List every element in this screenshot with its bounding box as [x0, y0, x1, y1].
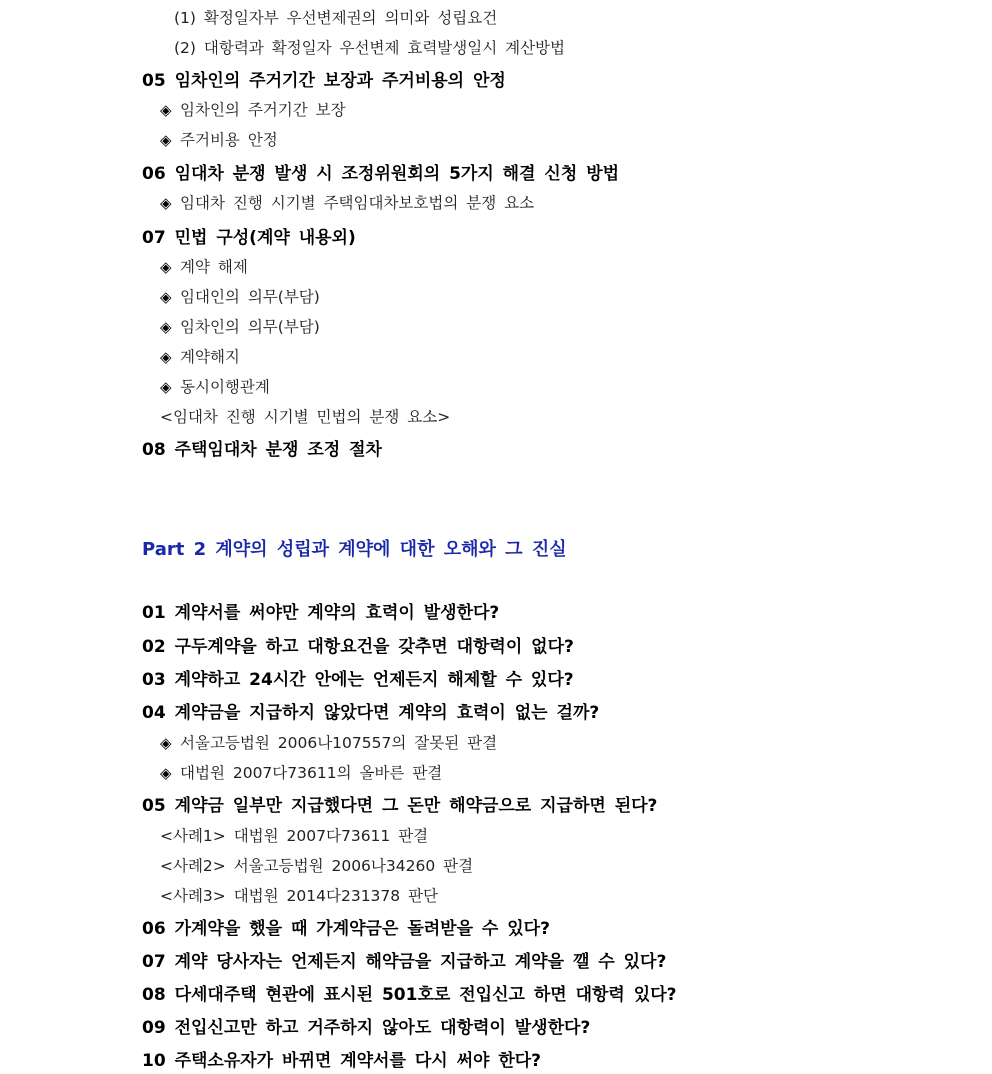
chapter-heading [142, 223, 356, 248]
line-text: 02 구두계약을 하고 대항요건을 갖추면 대항력이 없다? [142, 637, 574, 657]
bullet-item [160, 255, 248, 277]
bullet-item [160, 191, 534, 213]
chapter-heading [142, 791, 657, 816]
bullet-item [160, 285, 320, 307]
part-heading [142, 535, 567, 561]
note-item [160, 405, 450, 427]
bullet-item [160, 375, 270, 397]
line-text: 08 다세대주택 현관에 표시된 501호로 전입신고 하면 대항력 있다? [142, 985, 677, 1005]
chapter-heading [142, 665, 574, 690]
line-text: 07 민법 구성(계약 내용외) [142, 228, 356, 248]
note-item [160, 824, 428, 846]
chapter-heading [142, 435, 382, 460]
diamond-bullet-icon: ◈ [160, 734, 172, 752]
line-text: 06 가계약을 했을 때 가계약금은 돌려받을 수 있다? [142, 919, 550, 939]
line-text: 04 계약금을 지급하지 않았다면 계약의 효력이 없는 걸까? [142, 703, 600, 723]
note-item [160, 884, 438, 906]
line-text: (1) 확정일자부 우선변제권의 의미와 성립요건 [174, 9, 498, 27]
line-text: (2) 대항력과 확정일자 우선변제 효력발생일시 계산방법 [174, 39, 565, 57]
line-text: <임대차 진행 시기별 민법의 분쟁 요소> [160, 408, 451, 426]
line-text: 07 계약 당사자는 언제든지 해약금을 지급하고 계약을 깰 수 있다? [142, 952, 667, 972]
line-text: 06 임대차 분쟁 발생 시 조정위원회의 5가지 해결 신청 방법 [142, 164, 620, 184]
line-text: 주거비용 안정 [180, 131, 278, 149]
line-text: 동시이행관계 [180, 378, 270, 396]
line-text: 임차인의 의무(부담) [180, 318, 320, 336]
line-text: 임대차 진행 시기별 주택임대차보호법의 분쟁 요소 [180, 194, 535, 212]
chapter-heading [142, 947, 666, 972]
chapter-heading [142, 1013, 590, 1038]
line-text: 대법원 2007다73611의 올바른 판결 [180, 764, 443, 782]
chapter-heading [142, 1046, 541, 1071]
chapter-heading [142, 980, 676, 1005]
diamond-bullet-icon: ◈ [160, 348, 172, 366]
chapter-heading [142, 66, 506, 91]
line-text: 09 전입신고만 하고 거주하지 않아도 대항력이 발생한다? [142, 1018, 591, 1038]
chapter-heading [142, 159, 619, 184]
line-text: Part 2 계약의 성립과 계약에 대한 오해와 그 진실 [142, 539, 567, 560]
line-text: 03 계약하고 24시간 안에는 언제든지 해제할 수 있다? [142, 670, 574, 690]
diamond-bullet-icon: ◈ [160, 101, 172, 119]
note-item [160, 854, 473, 876]
bullet-item [160, 731, 497, 753]
diamond-bullet-icon: ◈ [160, 258, 172, 276]
diamond-bullet-icon: ◈ [160, 764, 172, 782]
bullet-item [160, 761, 442, 783]
bullet-item [160, 98, 346, 120]
bullet-item [160, 315, 320, 337]
subsection-item [174, 36, 565, 58]
diamond-bullet-icon: ◈ [160, 378, 172, 396]
line-text: <사례1> 대법원 2007다73611 판결 [160, 827, 429, 845]
line-text: 10 주택소유자가 바뀌면 계약서를 다시 써야 한다? [142, 1051, 542, 1071]
chapter-heading [142, 632, 574, 657]
diamond-bullet-icon: ◈ [160, 131, 172, 149]
diamond-bullet-icon: ◈ [160, 318, 172, 336]
line-text: 계약해지 [180, 348, 240, 366]
line-text: 01 계약서를 써야만 계약의 효력이 발생한다? [142, 603, 500, 623]
line-text: 05 임차인의 주거기간 보장과 주거비용의 안정 [142, 71, 506, 91]
chapter-heading [142, 698, 599, 723]
line-text: <사례3> 대법원 2014다231378 판단 [160, 887, 439, 905]
bullet-item [160, 128, 278, 150]
line-text: 서울고등법원 2006나107557의 잘못된 판결 [180, 734, 498, 752]
line-text: 임대인의 의무(부담) [180, 288, 320, 306]
diamond-bullet-icon: ◈ [160, 288, 172, 306]
line-text: 08 주택임대차 분쟁 조정 절차 [142, 440, 382, 460]
diamond-bullet-icon: ◈ [160, 194, 172, 212]
chapter-heading [142, 914, 550, 939]
line-text: 계약 해제 [180, 258, 248, 276]
line-text: 임차인의 주거기간 보장 [180, 101, 346, 119]
line-text: 05 계약금 일부만 지급했다면 그 돈만 해약금으로 지급하면 된다? [142, 796, 658, 816]
chapter-heading [142, 598, 499, 623]
bullet-item [160, 345, 240, 367]
subsection-item [174, 6, 497, 28]
line-text: <사례2> 서울고등법원 2006나34260 판결 [160, 857, 474, 875]
